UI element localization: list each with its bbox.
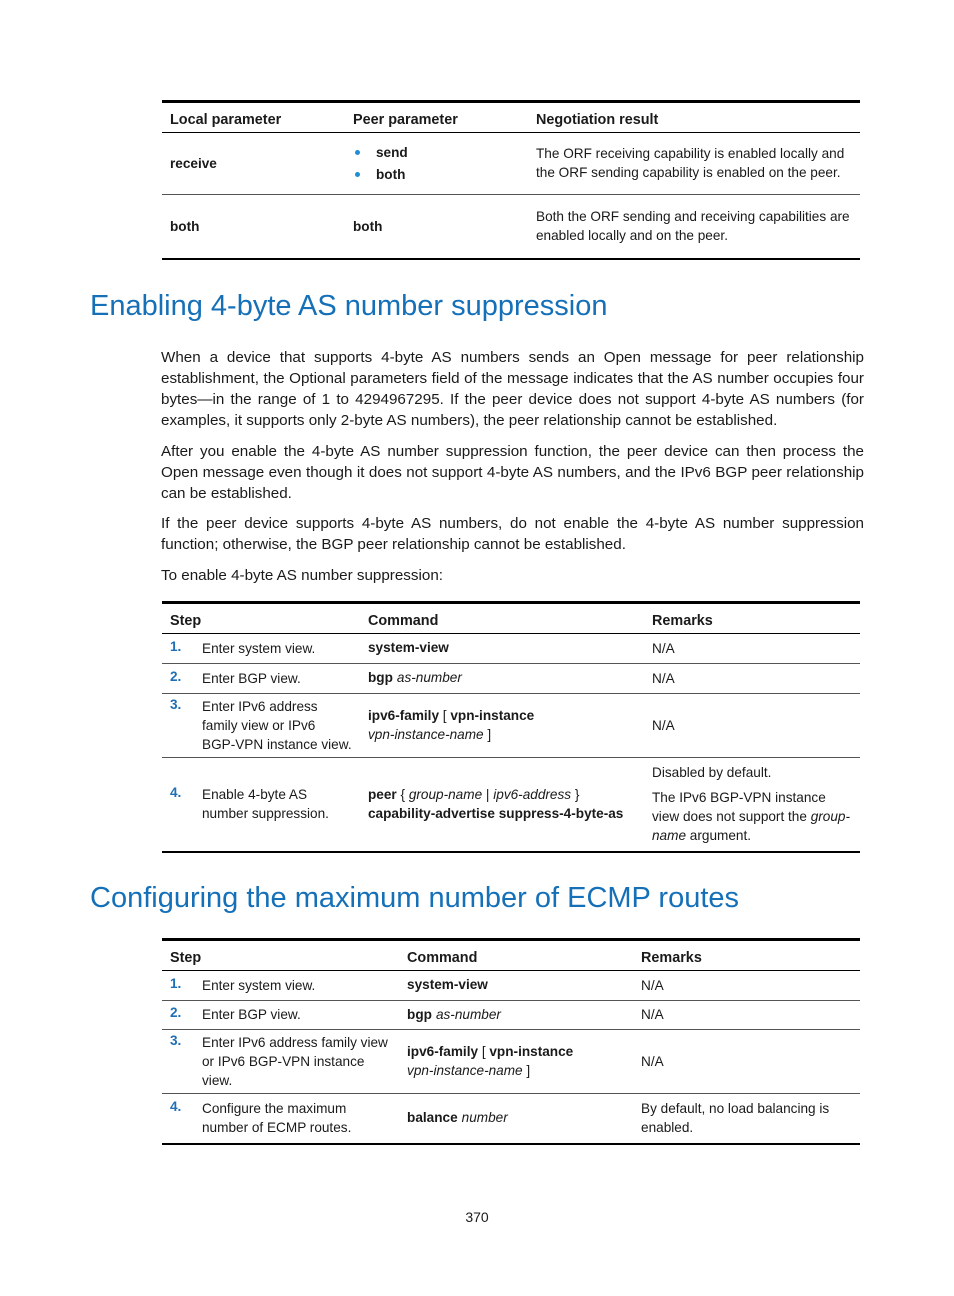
- ecmp-routes-table: [162, 938, 860, 1145]
- local-parameter: both: [170, 218, 200, 234]
- table-row: [162, 663, 860, 693]
- list-item: both: [353, 163, 520, 185]
- remarks: N/A: [641, 977, 664, 993]
- remarks: N/A: [641, 1007, 664, 1022]
- remarks: N/A: [652, 717, 675, 733]
- command-keyword: vpn-instance: [450, 708, 535, 723]
- bullet-icon: [355, 172, 360, 177]
- table-row: [162, 1093, 860, 1143]
- step-text: Enable 4-byte AS number suppression.: [202, 787, 329, 822]
- page-number: 370: [465, 1209, 489, 1225]
- step-number: 1.: [170, 975, 182, 991]
- negotiation-result: The ORF receiving capability is enabled locally and the ORF sending capability is enabled on the peer.: [536, 146, 845, 180]
- table-header: Command: [368, 613, 439, 630]
- table-row: [162, 633, 860, 663]
- command-keyword: ipv6-family: [407, 1044, 479, 1059]
- command-argument: group-name: [408, 787, 483, 803]
- peer-parameter-list: [345, 132, 528, 194]
- table-row: [162, 132, 860, 194]
- command-argument: as-number: [396, 670, 462, 685]
- table-row: [162, 194, 860, 258]
- step-number: 3.: [170, 1032, 182, 1048]
- remarks: By default, no load balancing is enabled.: [641, 1101, 830, 1136]
- table-header: Command: [407, 950, 478, 967]
- step-text: Enter BGP view.: [202, 670, 301, 686]
- table-header: Peer parameter: [353, 112, 458, 129]
- orf-negotiation-table: [162, 100, 860, 260]
- step-number: 2.: [170, 668, 182, 684]
- paragraph: To enable 4-byte AS number suppression:: [161, 567, 443, 584]
- table-header: Step: [170, 950, 202, 967]
- negotiation-result: Both the ORF sending and receiving capabilities are enabled locally and on the peer.: [536, 209, 850, 244]
- step-text: Enter BGP view.: [202, 1007, 301, 1022]
- table-header: Negotiation result: [536, 112, 659, 129]
- command-argument: ipv6-address: [493, 787, 572, 803]
- step-number: 1.: [170, 638, 182, 654]
- table-header: Remarks: [652, 613, 713, 630]
- section-title: Configuring the maximum number of ECMP routes: [90, 882, 740, 914]
- remarks: N/A: [652, 670, 675, 686]
- command-argument: vpn-instance-name: [368, 727, 484, 742]
- local-parameter: receive: [170, 155, 217, 171]
- list-item: send: [353, 141, 520, 163]
- step-number: 3.: [170, 696, 182, 712]
- paragraph: After you enable the 4-byte AS number suppression function, the peer device can then process the Open message even though it does not support 4-byte AS numbers, and the IPv6 BGP peer relationship can be established.: [161, 443, 864, 502]
- table-row: [162, 1000, 860, 1029]
- step-text: Enter IPv6 address family view or IPv6 BGP-VPN instance view.: [202, 698, 352, 752]
- step-number: 2.: [170, 1005, 182, 1020]
- table-header: Step: [170, 613, 202, 630]
- peer-parameter: both: [353, 218, 383, 234]
- remarks: N/A: [652, 640, 675, 656]
- command-keyword: bgp: [368, 670, 393, 685]
- step-number: 4.: [170, 1099, 182, 1115]
- command-argument: number: [461, 1110, 508, 1126]
- table-row: 3. Enter IPv6 address family view or IPv6 BGP-VPN instance view. ipv6-family [ vpn-instance vpn-instance-name ] N/A: [162, 693, 860, 757]
- step-text: Configure the maximum number of ECMP routes.: [202, 1101, 352, 1136]
- paragraph: If the peer device supports 4-byte AS numbers, do not enable the 4-byte AS number suppression function; otherwise, the BGP peer relationship cannot be established.: [161, 515, 864, 553]
- command-keyword: bgp: [407, 1006, 432, 1022]
- remarks: Disabled by default. The IPv6 BGP-VPN instance view does not support the group-name argument.: [652, 765, 850, 844]
- command-keyword: capability-advertise suppress-4-byte-as: [368, 806, 624, 822]
- table-row: [162, 970, 860, 1000]
- bullet-icon: [355, 150, 360, 155]
- paragraph: When a device that supports 4-byte AS numbers sends an Open message for peer relationship establishment, the Optional parameters field of the message indicates that the AS number occupies four bytes—in the range of 1 to 4294967295. If the peer device does not support 4-byte AS numbers (for examples, it supports only 2-byte AS numbers), the peer relationship cannot be established.: [161, 349, 864, 429]
- table-header: Remarks: [641, 950, 702, 967]
- command-keyword: system-view: [407, 977, 488, 992]
- command-keyword: system-view: [368, 640, 449, 655]
- step-text: Enter system view.: [202, 977, 316, 993]
- step-text: Enter system view.: [202, 640, 316, 656]
- command-argument: vpn-instance-name: [407, 1063, 523, 1078]
- command-keyword: peer: [368, 787, 397, 803]
- step-text: Enter IPv6 address family view or IPv6 BGP-VPN instance view.: [202, 1034, 388, 1088]
- section-title: Enabling 4-byte AS number suppression: [90, 290, 608, 322]
- as-suppression-table: [162, 601, 860, 853]
- table-row: 4. Enable 4-byte AS number suppression. peer { group-name | ipv6-address } capability-advertise suppress-4-byte-as Disabled by default. The IPv6 BGP-VPN instance view does not support the group-name argument.: [162, 757, 860, 851]
- command-keyword: vpn-instance: [489, 1044, 574, 1059]
- remarks: N/A: [641, 1053, 664, 1069]
- step-number: 4.: [170, 785, 182, 801]
- command-keyword: ipv6-family: [368, 708, 440, 723]
- command-argument: as-number: [435, 1006, 501, 1022]
- table-row: 3. Enter IPv6 address family view or IPv6 BGP-VPN instance view. ipv6-family [ vpn-instance vpn-instance-name ] N/A: [162, 1029, 860, 1093]
- table-header: Local parameter: [170, 112, 282, 129]
- command-keyword: balance: [407, 1110, 458, 1126]
